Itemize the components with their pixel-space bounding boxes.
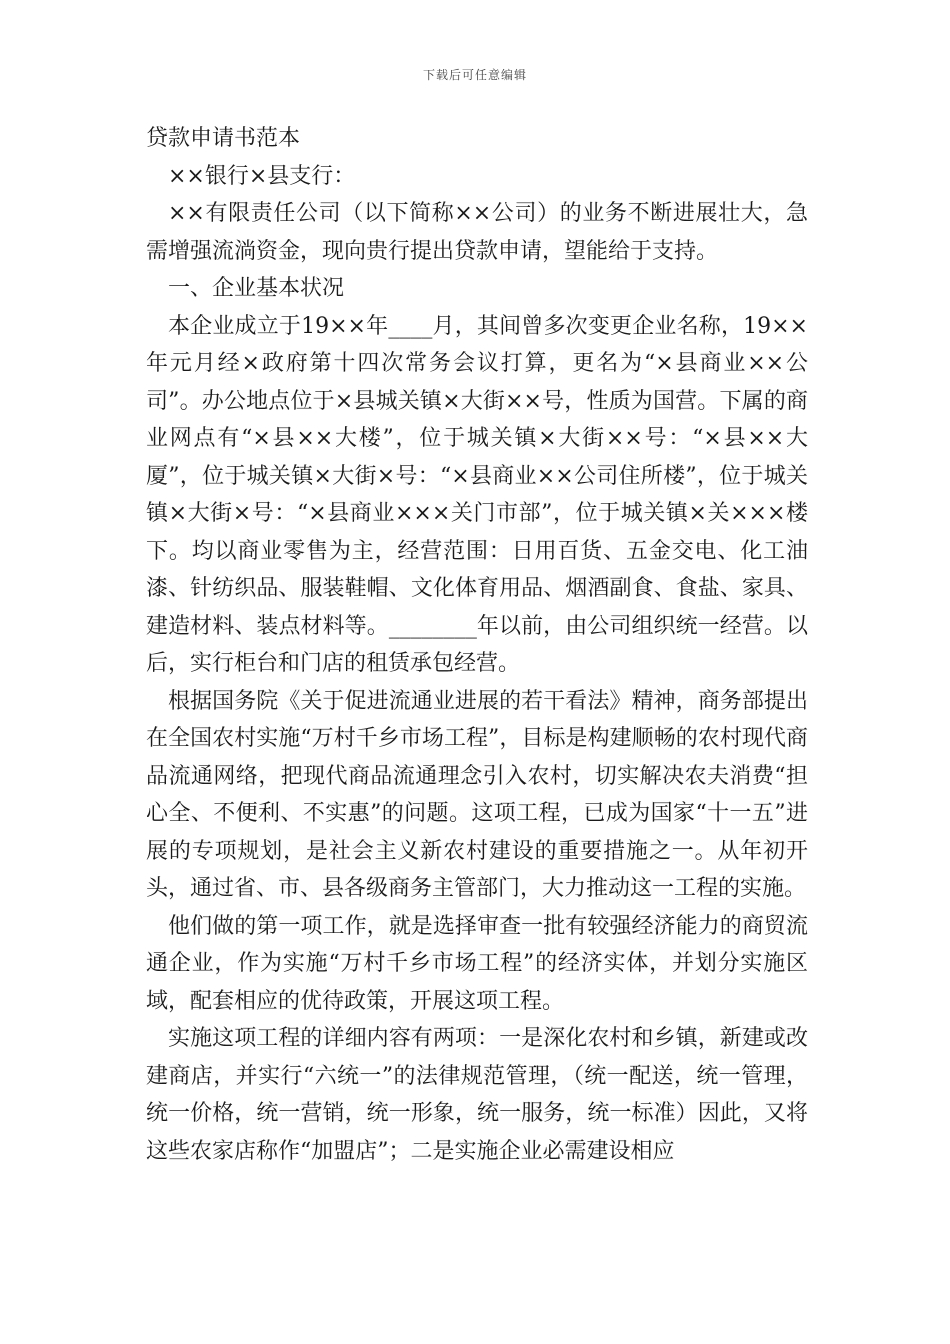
paragraph-company-info: 本企业成立于19××年____月，其间曾多次变更企业名称，19××年元月经×政府第十四次常务会议打算，更名为“×县商业××公司”。办公地点位于×县城关镇×大街××号，性质为国营。下属的商业网点有“×县××大楼”，位于城关镇×大街××号：“×县××大厦”，位于城关镇×大街×号：“×县商业××公司住所楼”，位于城关镇×大街×号：“×县商业×××关门市部”，位于城关镇×关×××楼下。均以商业零售为主，经营范围：日用百货、五金交电、化工油漆、针纺织品、服装鞋帽、文化体育用品、烟酒副食、食盐、家具、建造材料、装点材料等。________年以前，由公司组织统一经营。以后，实行柜台和门店的租赁承包经营。 (146, 313, 808, 676)
header-note: 下载后可任意编辑 (422, 68, 527, 82)
salutation: ××银行×县支行： (168, 163, 356, 189)
section-heading-1: 一、企业基本状况 (168, 276, 345, 301)
paragraph-implementation: 实施这项工程的详细内容有两项：一是深化农村和乡镇，新建或改建商店，并实行“六统一”的法律规范管理，（统一配送，统一管理，统一价格，统一营销，统一形象，统一服务，统一标准）因此，又将这些农家店称作“加盟店”；二是实施企业必需建设相应 (146, 1026, 808, 1164)
document-title: 贷款申请书范本 (146, 126, 301, 151)
paragraph-first-work: 他们做的第一项工作，就是选择审查一批有较强经济能力的商贸流通企业，作为实施“万村千乡市场工程”的经济实体，并划分实施区域，配套相应的优待政策，开展这项工程。 (146, 913, 808, 1014)
paragraph-policy: 根据国务院《关于促进流通业进展的若干看法》精神，商务部提出在全国农村实施“万村千乡市场工程”，目标是构建顺畅的农村现代商品流通网络，把现代商品流通理念引入农村，切实解决农夫消费“担心全、不便利、不实惠”的问题。这项工程，已成为国家“十一五”进展的专项规划，是社会主义新农村建设的重要措施之一。从年初开头，通过省、市、县各级商务主管部门，大力推动这一工程的实施。 (146, 688, 808, 901)
paragraph-intro: ××有限责任公司（以下简称××公司）的业务不断进展壮大，急需增强流淌资金，现向贵行提出贷款申请，望能给于支持。 (146, 201, 808, 264)
document-body (146, 120, 808, 1170)
